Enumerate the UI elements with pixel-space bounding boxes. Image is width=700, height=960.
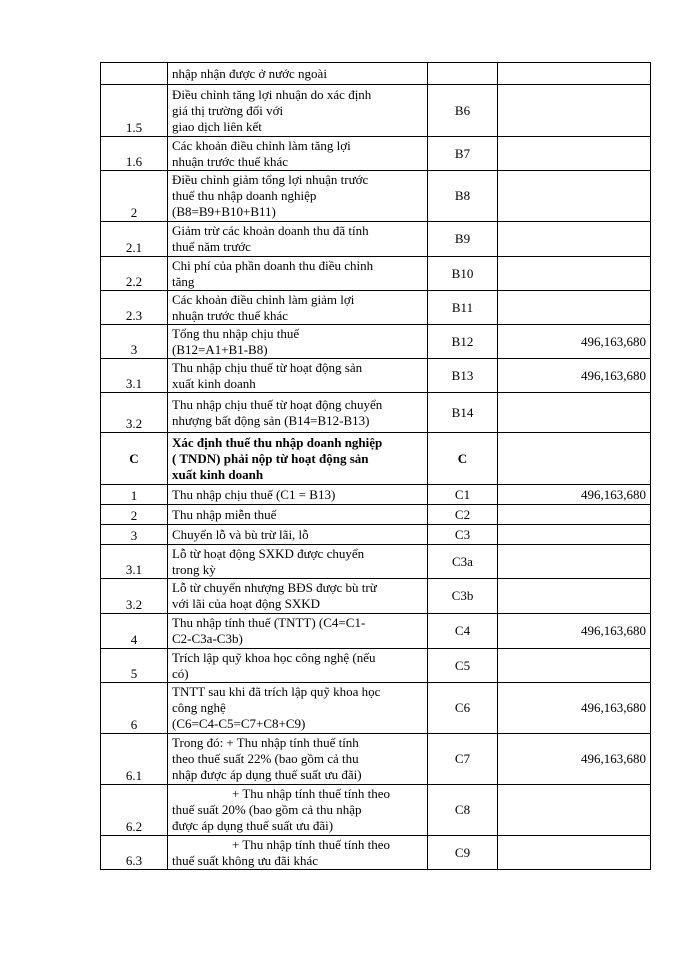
row-number: 3 <box>101 325 168 359</box>
row-description: Trong đó: + Thu nhập tính thuế tính theo thuế suất 22% (bao gồm cả thu nhập được áp dụng thuế suất ưu đãi) <box>168 734 428 785</box>
table-row <box>101 836 651 870</box>
row-code: B8 <box>428 171 498 222</box>
row-code: B11 <box>428 291 498 325</box>
table-row <box>101 291 651 325</box>
table-row <box>101 649 651 683</box>
table-row <box>101 485 651 505</box>
row-description: Trích lập quỹ khoa học công nghệ (nếu có) <box>168 649 428 683</box>
row-description: Tổng thu nhập chịu thuế (B12=A1+B1-B8) <box>168 325 428 359</box>
table-row <box>101 359 651 393</box>
row-value <box>498 85 651 137</box>
row-code: B13 <box>428 359 498 393</box>
row-value <box>498 649 651 683</box>
row-value <box>498 785 651 836</box>
row-code: C8 <box>428 785 498 836</box>
row-number <box>101 63 168 85</box>
table-row <box>101 393 651 433</box>
row-number: 1.6 <box>101 137 168 171</box>
table-row <box>101 171 651 222</box>
row-code: C3a <box>428 545 498 579</box>
row-description: Thu nhập chịu thuế từ hoạt động sản xuất kinh doanh <box>168 359 428 393</box>
table-row <box>101 505 651 525</box>
row-description: Thu nhập chịu thuế (C1 = B13) <box>168 485 428 505</box>
table-row <box>101 325 651 359</box>
row-code: C7 <box>428 734 498 785</box>
row-value: 496,163,680 <box>498 325 651 359</box>
row-description: Thu nhập miễn thuế <box>168 505 428 525</box>
row-value <box>498 433 651 485</box>
row-description: + Thu nhập tính thuế tính theo thuế suất 20% (bao gồm cả thu nhập được áp dụng thuế suất ưu đãi) <box>168 785 428 836</box>
row-description: + Thu nhập tính thuế tính theo thuế suất không ưu đãi khác <box>168 836 428 870</box>
table-row <box>101 734 651 785</box>
row-value <box>498 222 651 257</box>
table-row <box>101 85 651 137</box>
row-description: Thu nhập chịu thuế từ hoạt động chuyển nhượng bất động sản (B14=B12-B13) <box>168 393 428 433</box>
row-number: 5 <box>101 649 168 683</box>
row-code: B6 <box>428 85 498 137</box>
row-number: 6.3 <box>101 836 168 870</box>
row-value <box>498 579 651 614</box>
row-description: Lỗ từ hoạt động SXKD được chuyển trong kỳ <box>168 545 428 579</box>
table-row <box>101 257 651 291</box>
row-number: 3.1 <box>101 359 168 393</box>
table-row <box>101 63 651 85</box>
row-number: 3 <box>101 525 168 545</box>
row-description: nhập nhận được ở nước ngoài <box>168 63 428 85</box>
row-number: 3.2 <box>101 579 168 614</box>
row-value: 496,163,680 <box>498 734 651 785</box>
row-number: 2.2 <box>101 257 168 291</box>
row-description: Lỗ từ chuyển nhượng BĐS được bù trừ với lãi của hoạt động SXKD <box>168 579 428 614</box>
row-number: 6.1 <box>101 734 168 785</box>
table-row <box>101 614 651 649</box>
row-code: C6 <box>428 683 498 734</box>
row-value <box>498 545 651 579</box>
table-row <box>101 683 651 734</box>
row-description: Giảm trừ các khoản doanh thu đã tính thuế năm trước <box>168 222 428 257</box>
row-number: 1 <box>101 485 168 505</box>
row-value: 496,163,680 <box>498 614 651 649</box>
row-description: Điều chỉnh tăng lợi nhuận do xác định giá thị trường đối với giao dịch liên kết <box>168 85 428 137</box>
row-code: C9 <box>428 836 498 870</box>
row-description: Thu nhập tính thuế (TNTT) (C4=C1- C2-C3a-C3b) <box>168 614 428 649</box>
row-value <box>498 291 651 325</box>
row-value <box>498 137 651 171</box>
row-value <box>498 525 651 545</box>
row-number: 4 <box>101 614 168 649</box>
row-value <box>498 505 651 525</box>
row-description: Xác định thuế thu nhập doanh nghiệp ( TNDN) phải nộp từ hoạt động sản xuất kinh doanh <box>168 433 428 485</box>
table-row <box>101 785 651 836</box>
row-value: 496,163,680 <box>498 683 651 734</box>
row-description: Các khoản điều chỉnh làm giảm lợi nhuận trước thuế khác <box>168 291 428 325</box>
row-description: TNTT sau khi đã trích lập quỹ khoa học công nghệ (C6=C4-C5=C7+C8+C9) <box>168 683 428 734</box>
row-value <box>498 393 651 433</box>
row-code: C2 <box>428 505 498 525</box>
row-description: Các khoản điều chỉnh làm tăng lợi nhuận trước thuế khác <box>168 137 428 171</box>
row-code: C3b <box>428 579 498 614</box>
tax-return-table <box>100 62 651 870</box>
row-code: B14 <box>428 393 498 433</box>
row-description: Chuyển lỗ và bù trừ lãi, lỗ <box>168 525 428 545</box>
row-code: C5 <box>428 649 498 683</box>
table-row <box>101 137 651 171</box>
row-number: C <box>101 433 168 485</box>
row-code: C3 <box>428 525 498 545</box>
table-row <box>101 525 651 545</box>
row-value: 496,163,680 <box>498 485 651 505</box>
row-code: C1 <box>428 485 498 505</box>
row-number: 2.1 <box>101 222 168 257</box>
row-number: 3.1 <box>101 545 168 579</box>
row-number: 6 <box>101 683 168 734</box>
row-number: 3.2 <box>101 393 168 433</box>
row-code: B9 <box>428 222 498 257</box>
row-code: B10 <box>428 257 498 291</box>
section-header-row <box>101 433 651 485</box>
row-number: 6.2 <box>101 785 168 836</box>
row-value <box>498 171 651 222</box>
table-row <box>101 579 651 614</box>
row-number: 1.5 <box>101 85 168 137</box>
row-number: 2 <box>101 171 168 222</box>
row-description: Điều chỉnh giảm tổng lợi nhuận trước thuế thu nhập doanh nghiệp (B8=B9+B10+B11) <box>168 171 428 222</box>
row-code: B7 <box>428 137 498 171</box>
table-row <box>101 222 651 257</box>
row-number: 2.3 <box>101 291 168 325</box>
row-value: 496,163,680 <box>498 359 651 393</box>
row-value <box>498 63 651 85</box>
row-value <box>498 836 651 870</box>
row-number: 2 <box>101 505 168 525</box>
table-row <box>101 545 651 579</box>
row-code: C <box>428 433 498 485</box>
row-description: Chi phí của phần doanh thu điều chỉnh tăng <box>168 257 428 291</box>
row-value <box>498 257 651 291</box>
row-code: B12 <box>428 325 498 359</box>
row-code <box>428 63 498 85</box>
row-code: C4 <box>428 614 498 649</box>
